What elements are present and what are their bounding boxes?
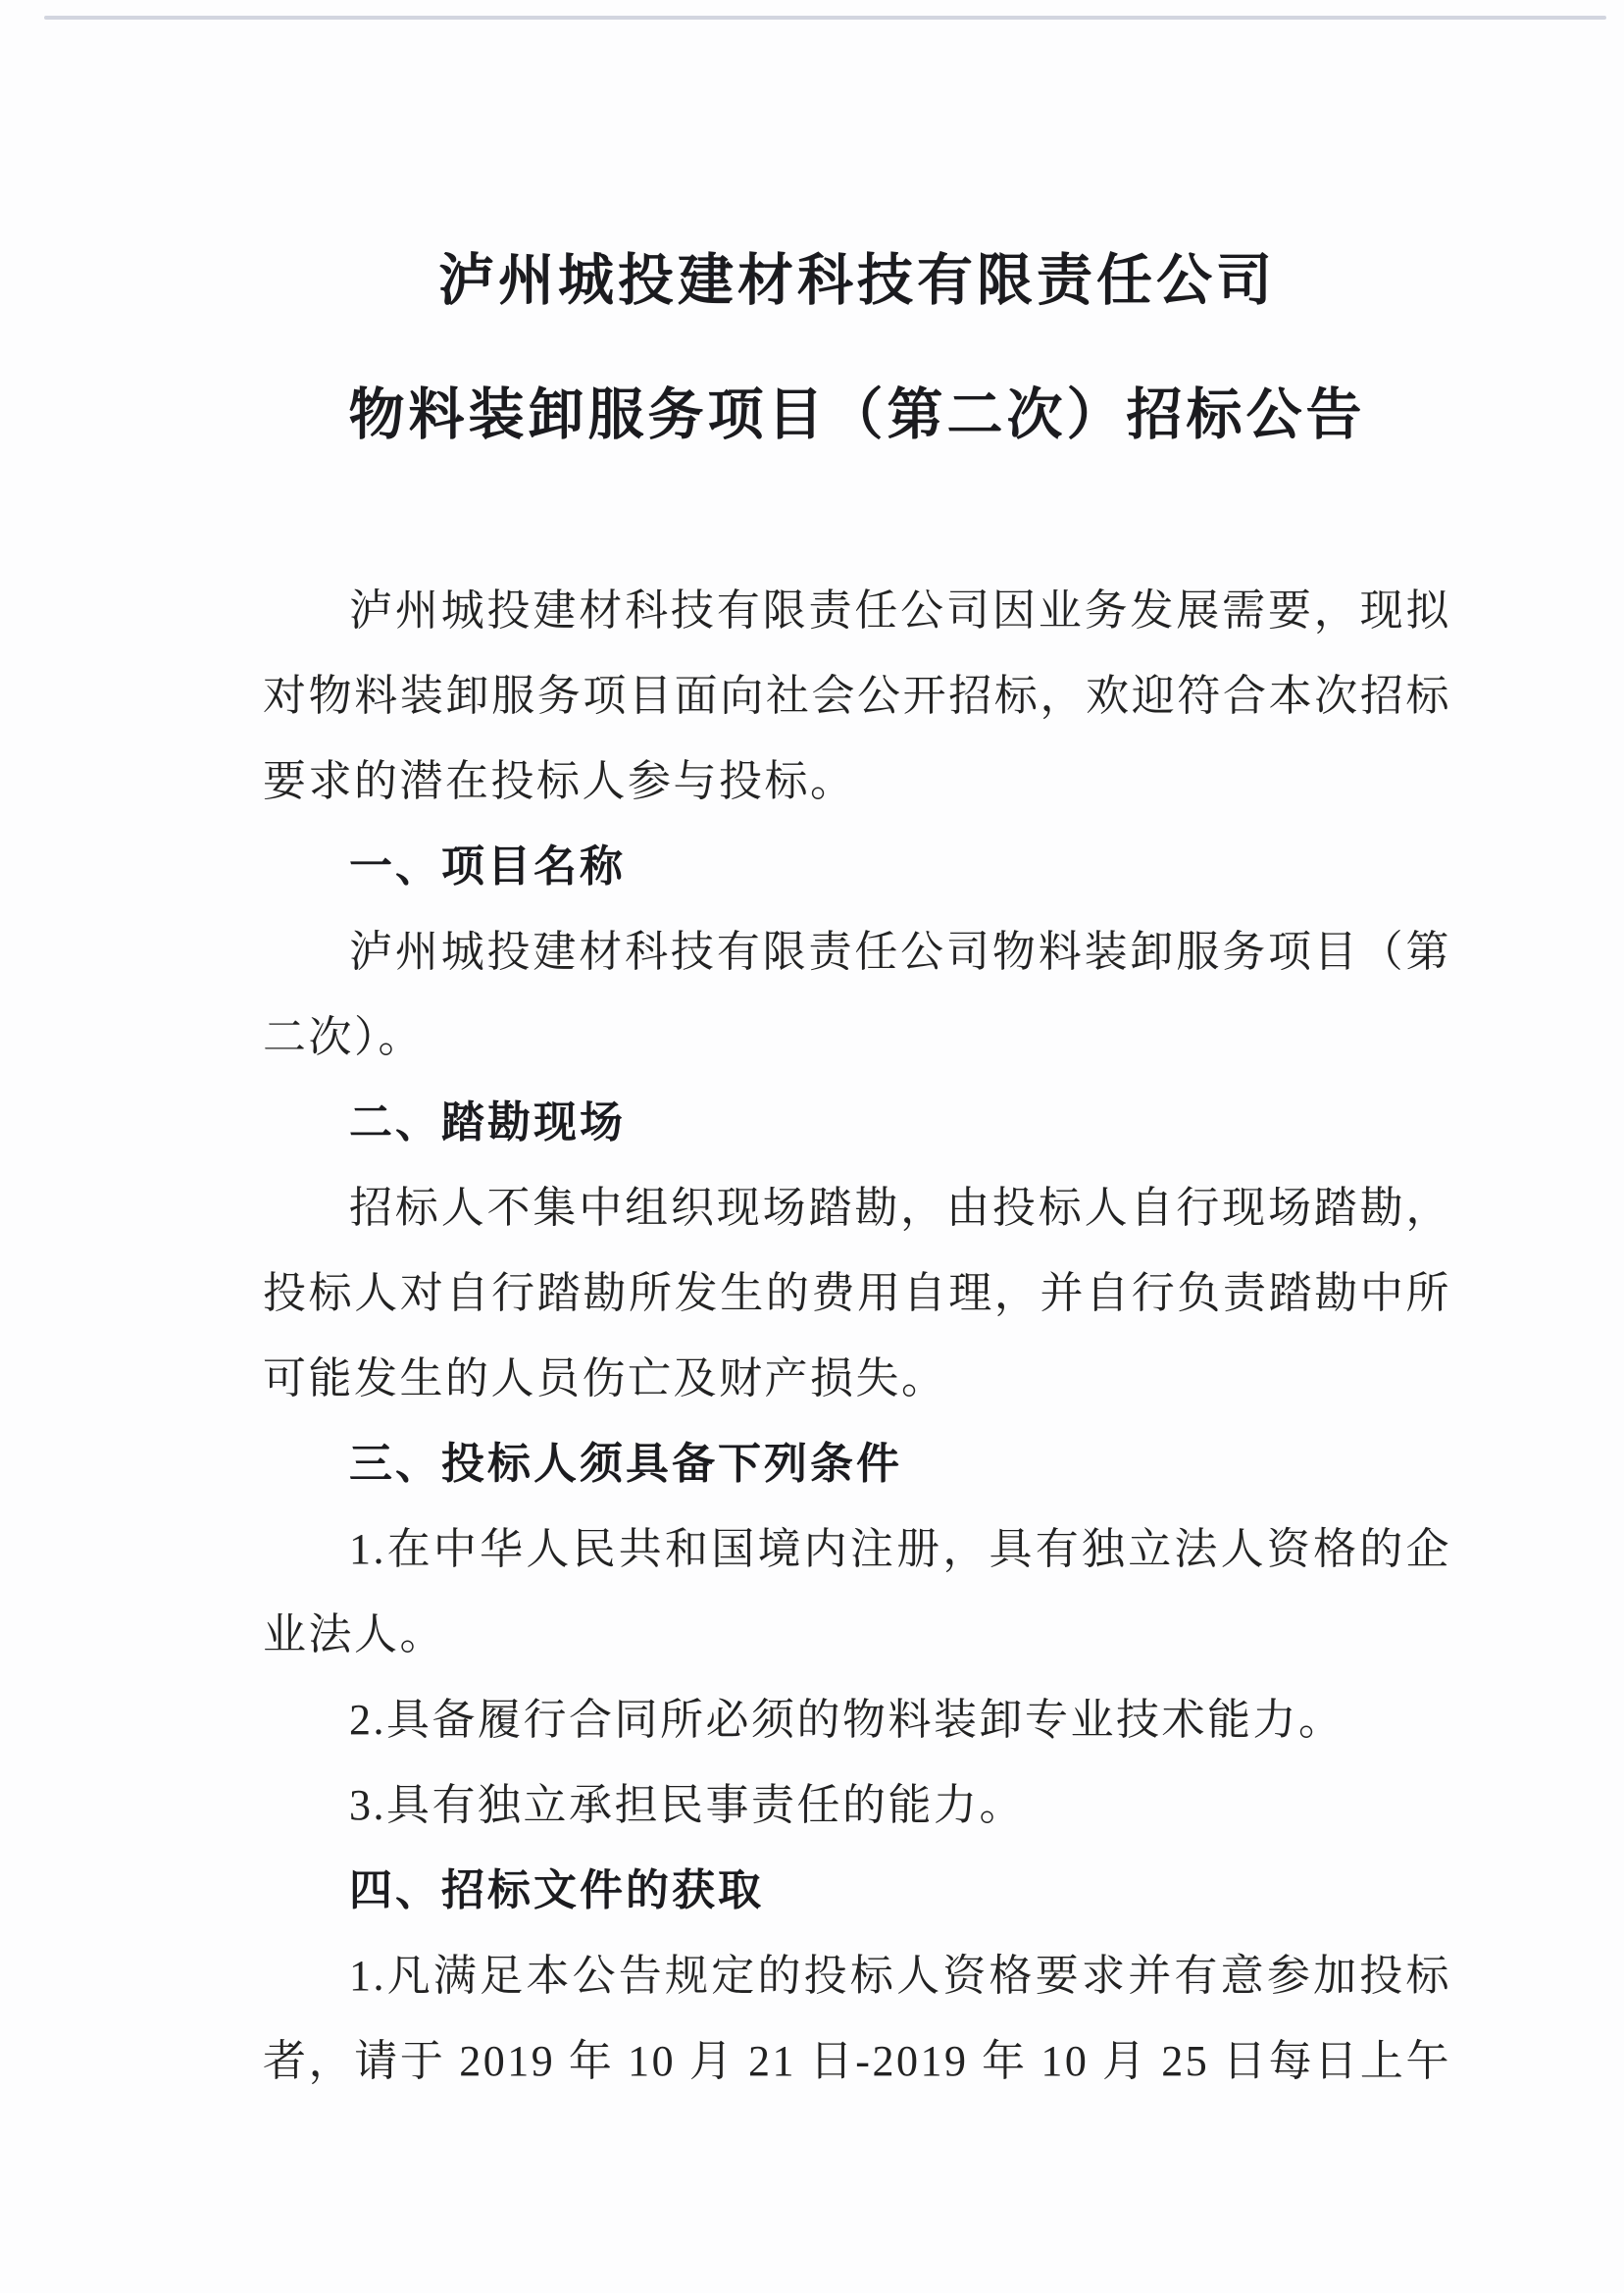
intro-paragraph-line: 对物料装卸服务项目面向社会公开招标，欢迎符合本次招标 bbox=[263, 672, 1451, 720]
section-3-item-3-line: 3.具有独立承担民事责任的能力。 bbox=[349, 1781, 1025, 1829]
section-2-paragraph-line: 投标人对自行踏勘所发生的费用自理，并自行负责踏勘中所 bbox=[263, 1269, 1451, 1317]
section-heading-2-site-survey: 二、踏勘现场 bbox=[349, 1097, 626, 1147]
section-1-paragraph-line: 泸州城投建材科技有限责任公司物料装卸服务项目（第 bbox=[349, 928, 1451, 976]
title-line-company: 泸州城投建材科技有限责任公司 bbox=[438, 250, 1276, 312]
section-1-paragraph-line: 二次）。 bbox=[263, 1013, 424, 1061]
section-3-item-1-line: 业法人。 bbox=[263, 1610, 445, 1658]
document-content bbox=[263, 214, 1451, 2104]
scanner-artifact-line bbox=[44, 16, 1606, 20]
intro-paragraph-line: 要求的潜在投标人参与投标。 bbox=[263, 757, 856, 805]
section-2-paragraph-line: 可能发生的人员伤亡及财产损失。 bbox=[263, 1354, 947, 1402]
title-line-project: 物料装卸服务项目（第二次）招标公告 bbox=[348, 384, 1366, 446]
section-heading-3-bidder-requirements: 三、投标人须具备下列条件 bbox=[349, 1439, 902, 1489]
intro-paragraph-line: 泸州城投建材科技有限责任公司因业务发展需要，现拟 bbox=[349, 586, 1451, 635]
section-4-paragraph-line: 1.凡满足本公告规定的投标人资格要求并有意参加投标 bbox=[349, 1952, 1451, 2000]
section-4-paragraph-line: 者，请于 2019 年 10 月 21 日-2019 年 10 月 25 日每日上午 bbox=[263, 2037, 1451, 2085]
section-3-item-1-line: 1.在中华人民共和国境内注册，具有独立法人资格的企 bbox=[349, 1525, 1451, 1573]
section-2-paragraph-line: 招标人不集中组织现场踏勘，由投标人自行现场踏勘， bbox=[349, 1184, 1451, 1232]
section-heading-4-document-acquisition: 四、招标文件的获取 bbox=[349, 1865, 764, 1915]
section-3-item-2-line: 2.具备履行合同所必须的物料装卸专业技术能力。 bbox=[349, 1696, 1345, 1744]
section-heading-1-project-name: 一、项目名称 bbox=[349, 841, 626, 892]
document-title bbox=[263, 214, 1451, 483]
document-body bbox=[263, 568, 1451, 2104]
